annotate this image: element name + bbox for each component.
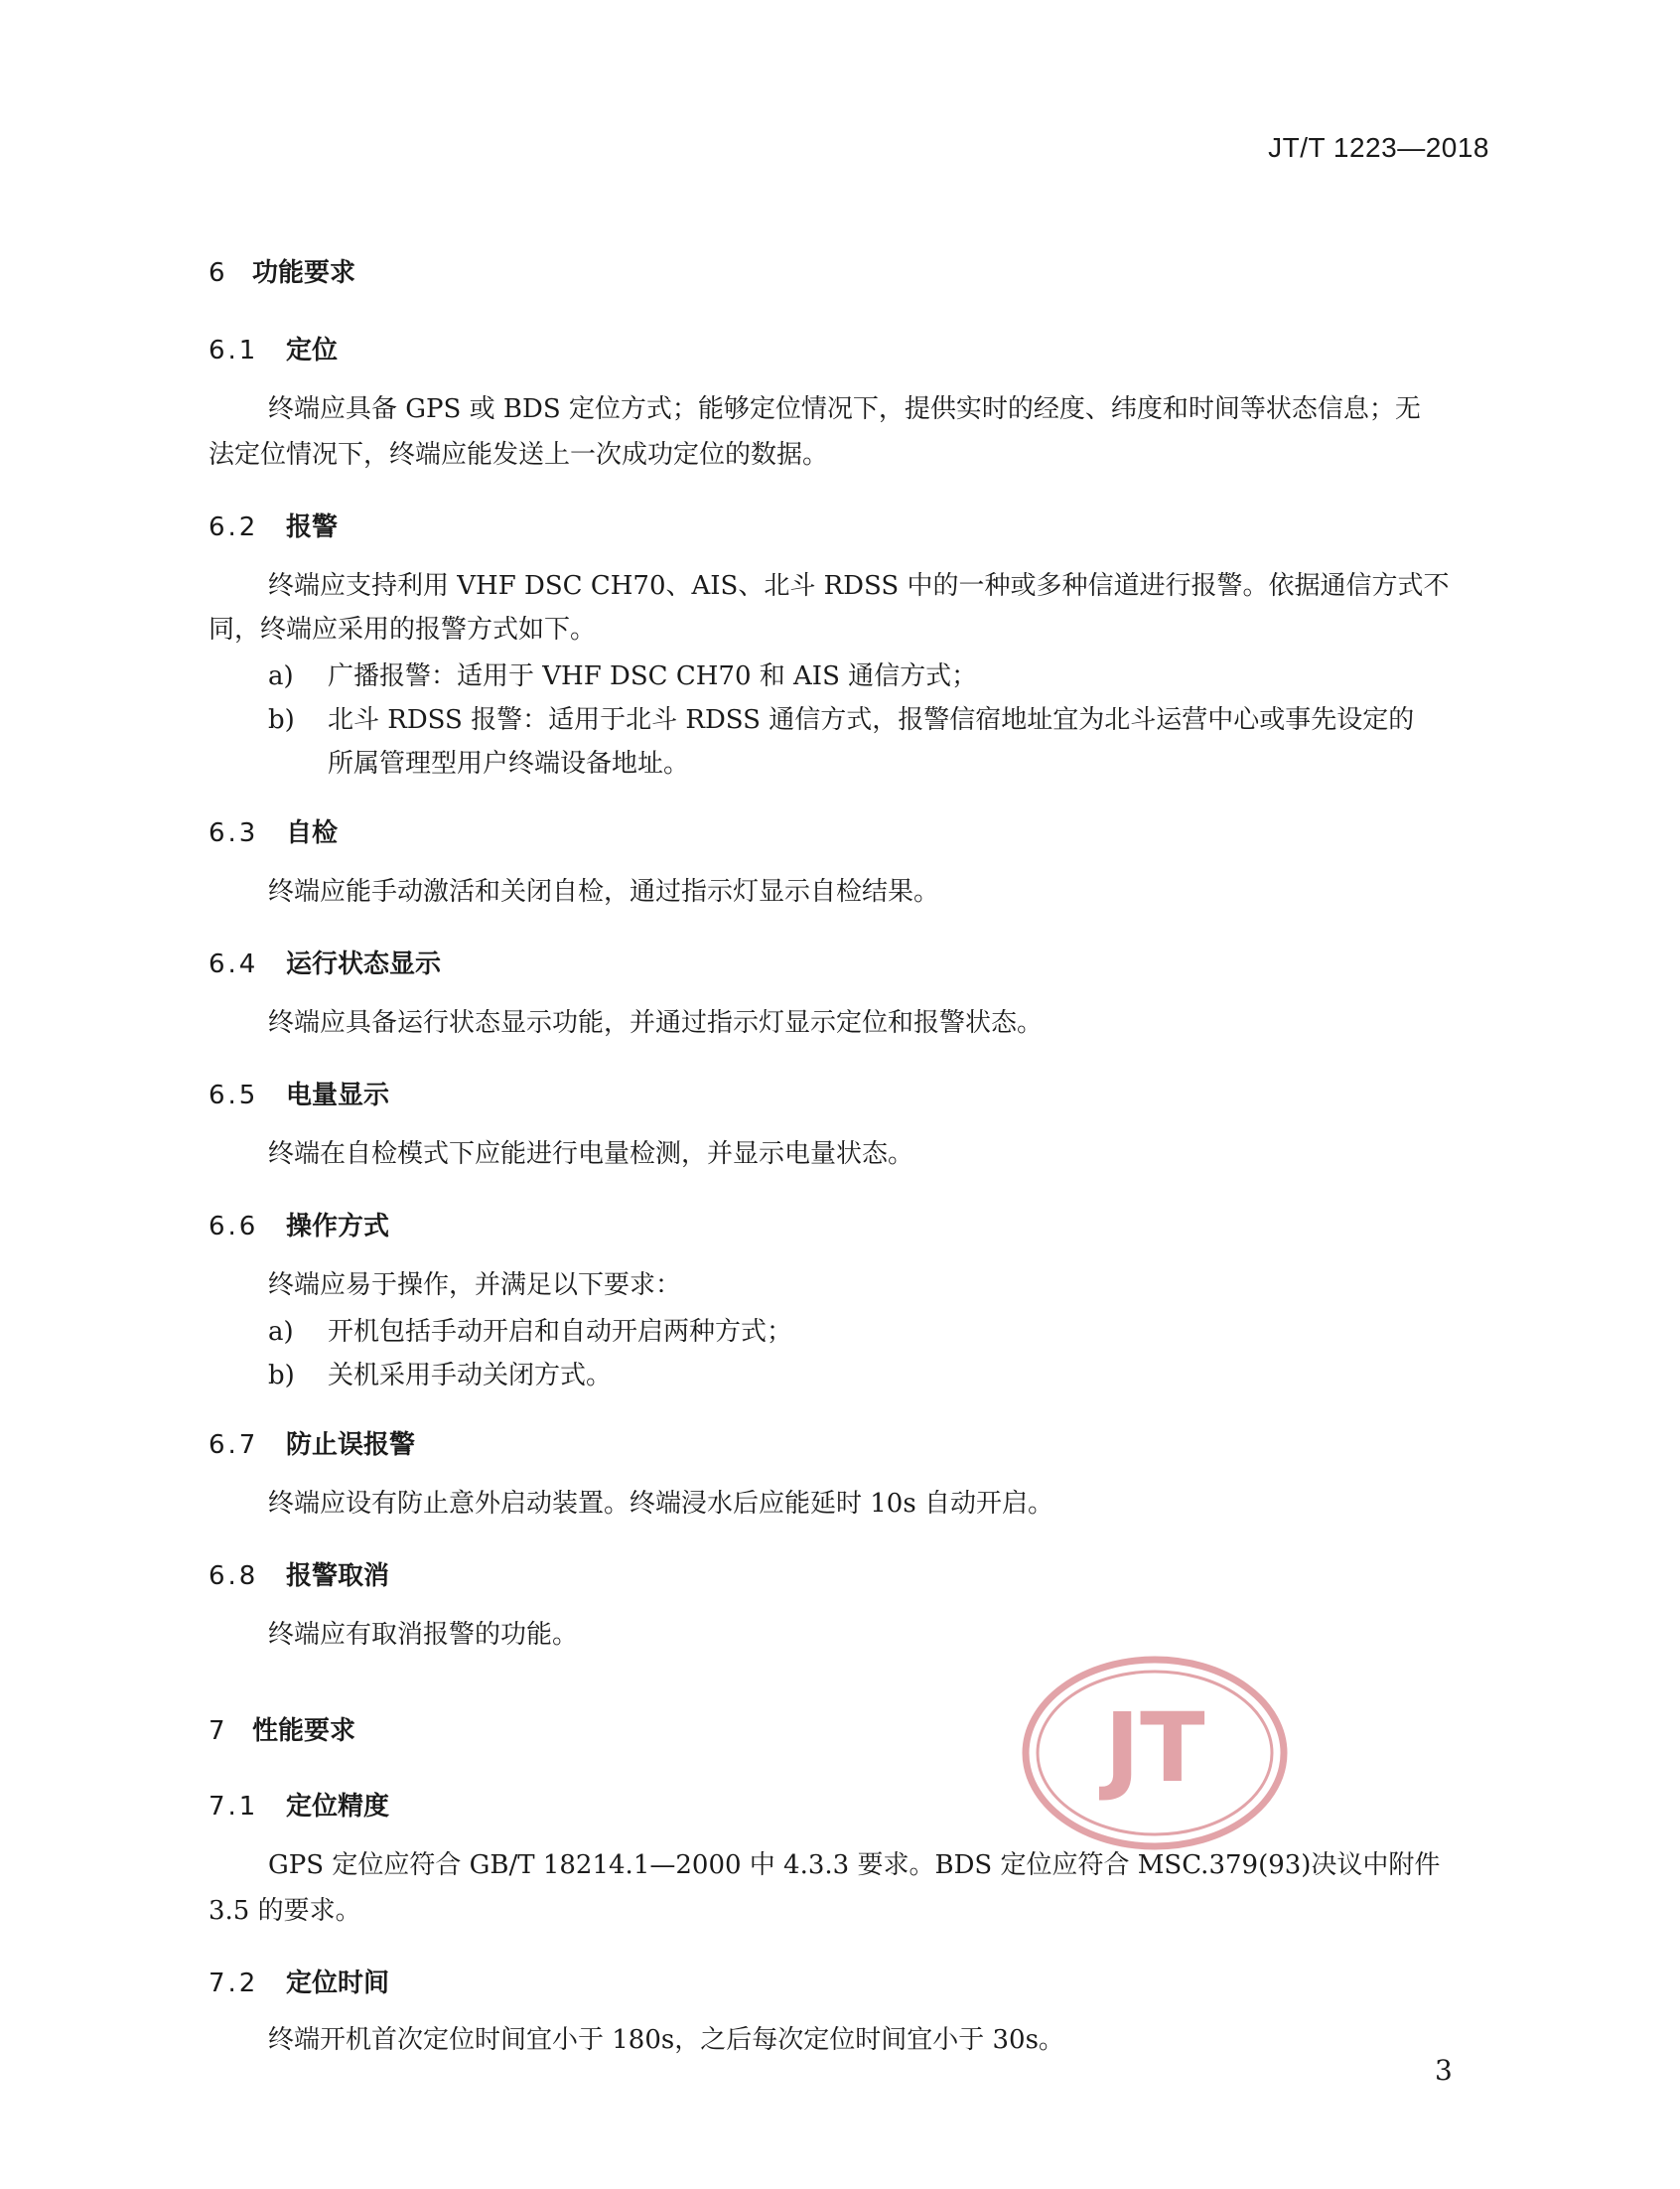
- paragraph-6-4: 终端应具备运行状态显示功能，并通过指示灯显示定位和报警状态。: [268, 1008, 1044, 1038]
- section-6-2-heading: [209, 507, 338, 543]
- section-number: 6.2: [209, 512, 259, 542]
- section-title: 性能要求: [252, 1716, 356, 1746]
- section-7-2-heading: [209, 1963, 389, 1999]
- section-6-7-heading: [209, 1424, 415, 1461]
- paragraph-6-7: 终端应设有防止意外启动装置。终端浸水后应能延时 10s 自动开启。: [268, 1489, 1053, 1519]
- list-marker: b): [268, 1361, 295, 1390]
- paragraph-6-1-line-2: 法定位情况下，终端应能发送上一次成功定位的数据。: [209, 440, 829, 470]
- section-6-8-heading: [209, 1555, 389, 1592]
- section-6-6-heading: [209, 1206, 389, 1242]
- section-title: 功能要求: [252, 258, 356, 288]
- paragraph-6-5: 终端在自检模式下应能进行电量检测，并显示电量状态。: [268, 1139, 914, 1169]
- page-number: 3: [1435, 2054, 1453, 2087]
- list-marker: a): [268, 661, 294, 691]
- section-title: 电量显示: [286, 1081, 390, 1110]
- section-title: 自检: [286, 818, 339, 848]
- paragraph-6-1-line-1: 终端应具备 GPS 或 BDS 定位方式；能够定位情况下，提供实时的经度、纬度和时间等状态信息；无: [268, 394, 1421, 424]
- list-item-text: 广播报警：适用于 VHF DSC CH70 和 AIS 通信方式；: [328, 661, 978, 691]
- list-item-text: 开机包括手动开启和自动开启两种方式；: [328, 1317, 793, 1347]
- section-number: 6.8: [209, 1561, 259, 1591]
- list-item-6-6-a: [268, 1311, 792, 1348]
- paragraph-6-2-line-2: 同，终端应采用的报警方式如下。: [209, 615, 597, 645]
- section-number: 6.4: [209, 949, 259, 979]
- section-title: 防止误报警: [286, 1430, 416, 1460]
- section-7-1-heading: [209, 1786, 389, 1823]
- section-number: 6.1: [209, 336, 259, 365]
- section-title: 定位: [286, 336, 339, 365]
- jt-stamp-watermark: [1021, 1654, 1289, 1852]
- section-number: 6.6: [209, 1212, 259, 1241]
- section-title: 报警: [286, 512, 339, 542]
- list-marker: a): [268, 1317, 294, 1347]
- section-number: 7: [209, 1716, 225, 1746]
- section-title: 操作方式: [286, 1212, 390, 1241]
- section-title: 运行状态显示: [286, 949, 442, 979]
- paragraph-6-3: 终端应能手动激活和关闭自检，通过指示灯显示自检结果。: [268, 877, 940, 907]
- section-number: 6.5: [209, 1081, 259, 1110]
- list-item-text: 北斗 RDSS 报警：适用于北斗 RDSS 通信方式，报警信宿地址宜为北斗运营中心或事先设定的: [328, 705, 1415, 735]
- paragraph-6-8: 终端应有取消报警的功能。: [268, 1620, 579, 1650]
- section-number: 6.7: [209, 1430, 259, 1460]
- section-number: 7.2: [209, 1969, 259, 1998]
- list-item-6-6-b: [268, 1355, 612, 1391]
- paragraph-7-1-line-1: GPS 定位应符合 GB/T 18214.1—2000 中 4.3.3 要求。BDS 定位应符合 MSC.379(93)决议中附件: [268, 1850, 1441, 1880]
- section-6-3-heading: [209, 812, 338, 849]
- section-title: 定位时间: [286, 1969, 390, 1998]
- paragraph-6-6: 终端应易于操作，并满足以下要求：: [268, 1270, 682, 1300]
- section-number: 6.3: [209, 818, 259, 848]
- section-6-1-heading: [209, 330, 338, 366]
- standard-number: JT/T 1223—2018: [1268, 132, 1489, 163]
- section-title: 定位精度: [286, 1792, 390, 1822]
- section-number: 7.1: [209, 1792, 259, 1822]
- list-marker: b): [268, 705, 295, 735]
- section-number: 6: [209, 258, 225, 288]
- list-item-6-2-a: [268, 656, 977, 692]
- section-title: 报警取消: [286, 1561, 390, 1591]
- section-6-heading: [209, 252, 355, 289]
- paragraph-7-1-line-2: 3.5 的要求。: [209, 1896, 361, 1926]
- paragraph-7-2: 终端开机首次定位时间宜小于 180s，之后每次定位时间宜小于 30s。: [268, 2025, 1064, 2055]
- list-item-text: 关机采用手动关闭方式。: [328, 1361, 613, 1390]
- section-6-5-heading: [209, 1075, 389, 1111]
- jt-seal-icon: [1021, 1654, 1289, 1852]
- section-6-4-heading: [209, 944, 441, 980]
- stamp-letters: JT: [1104, 1692, 1205, 1804]
- paragraph-6-2-line-1: 终端应支持利用 VHF DSC CH70、AIS、北斗 RDSS 中的一种或多种信道进行报警。依据通信方式不: [268, 571, 1450, 601]
- list-item-6-2-b-continued: 所属管理型用户终端设备地址。: [328, 749, 690, 779]
- section-7-heading: [209, 1710, 355, 1747]
- list-item-6-2-b: [268, 699, 1414, 736]
